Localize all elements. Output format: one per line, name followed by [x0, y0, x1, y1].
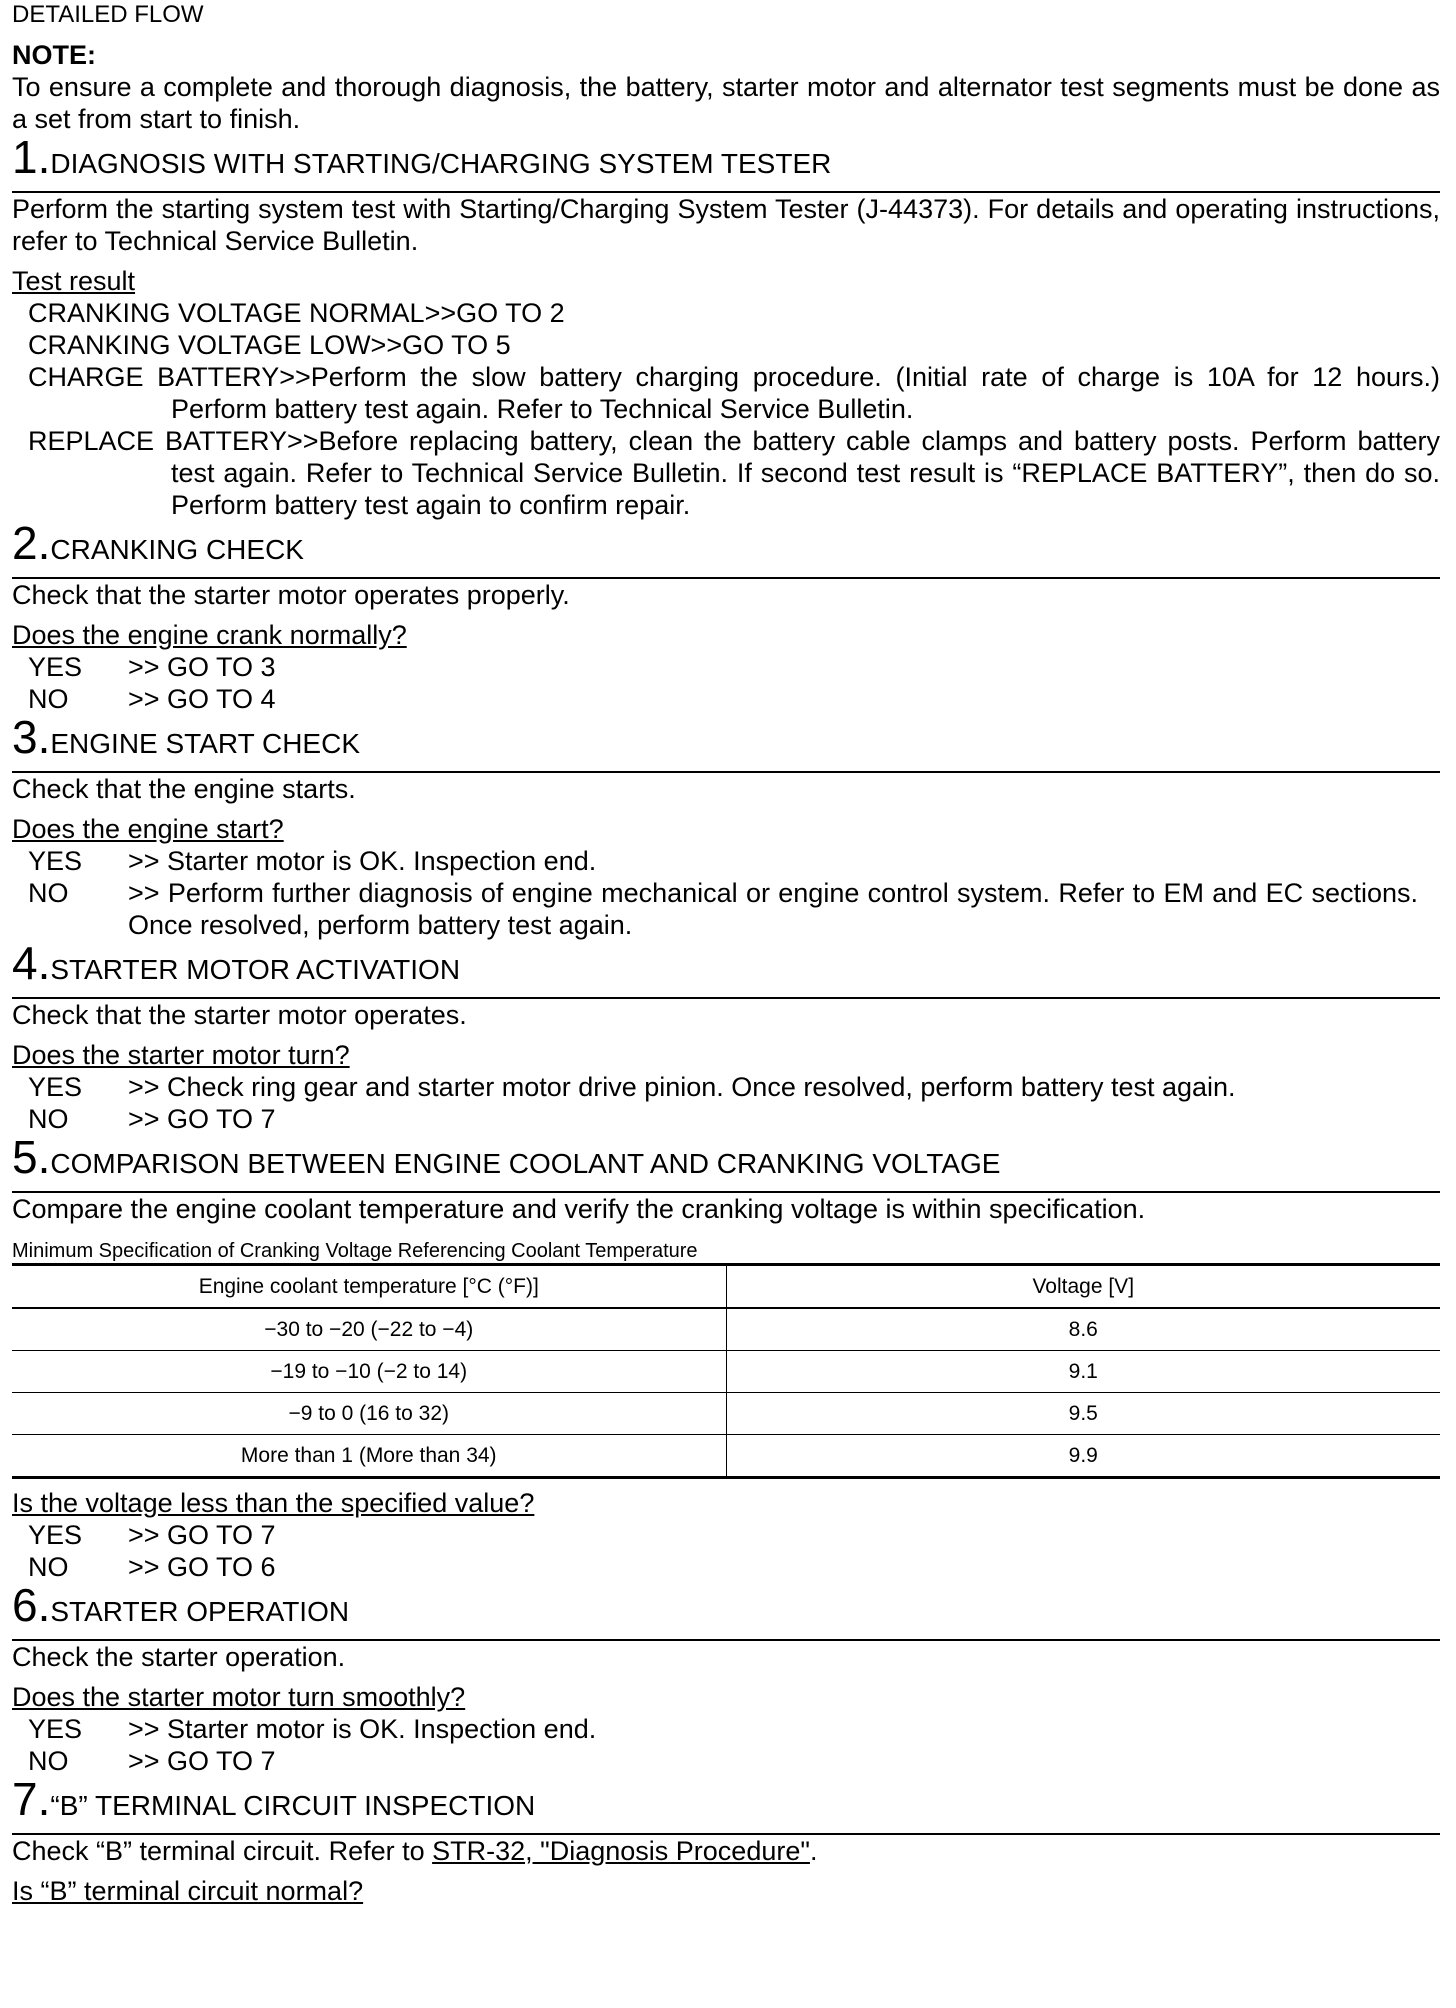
result-key: YES: [28, 1072, 83, 1102]
step-number: 4.: [12, 937, 51, 989]
result-text: >> GO TO 3: [128, 652, 276, 682]
step-heading: [12, 711, 1440, 773]
table-row: [12, 1308, 1440, 1351]
steps-container: [12, 131, 1440, 1907]
result-list: [28, 297, 1440, 521]
step-heading: [12, 1579, 1440, 1641]
step-body: Check the starter operation.: [12, 1642, 346, 1672]
step-question: Is the voltage less than the specified value?: [12, 1488, 535, 1518]
table-header-cell: Voltage [V]: [726, 1265, 1440, 1309]
step-number: 2.: [12, 517, 51, 569]
result-list: [28, 1071, 1440, 1135]
step-section: [12, 1131, 1440, 1583]
step-section: [12, 1579, 1440, 1777]
table-cell: More than 1 (More than 34): [12, 1435, 726, 1478]
step-section: [12, 711, 1440, 941]
table-row: [12, 1393, 1440, 1435]
result-item: CRANKING VOLTAGE NORMAL>>GO TO 2: [28, 298, 565, 328]
result-text: >> GO TO 7: [128, 1104, 276, 1134]
result-item: CHARGE BATTERY>>Perform the slow battery charging procedure. (Initial rate of charge is 10A for 12 hours.) Perform battery test again. Refer to Technical Service Bulletin.: [28, 362, 1440, 424]
cranking-voltage-table: [12, 1263, 1440, 1479]
table-cell: −19 to −10 (−2 to 14): [12, 1351, 726, 1393]
result-item: [28, 1519, 1440, 1551]
step-title: STARTER OPERATION: [50, 1596, 350, 1627]
step-question: Does the engine start?: [12, 814, 284, 844]
step-heading: [12, 1131, 1440, 1193]
step-body: Check that the starter motor operates.: [12, 1000, 467, 1030]
result-item: [28, 877, 1440, 941]
result-text: >> GO TO 4: [128, 684, 276, 714]
table-cell: 9.5: [726, 1393, 1440, 1435]
table-cell: 8.6: [726, 1308, 1440, 1351]
result-text: >> Perform further diagnosis of engine mechanical or engine control system. Refer to EM and EC sections. Once resolved, perform battery test again.: [128, 878, 1418, 940]
table-cell: −30 to −20 (−22 to −4): [12, 1308, 726, 1351]
result-item: CRANKING VOLTAGE LOW>>GO TO 5: [28, 330, 511, 360]
document-page: [12, 0, 1440, 1907]
table-row: [12, 1351, 1440, 1393]
step-heading: [12, 937, 1440, 999]
result-key: YES: [28, 1520, 83, 1550]
step-title: “B” TERMINAL CIRCUIT INSPECTION: [50, 1790, 536, 1821]
result-item: [28, 651, 1440, 683]
step-question: Is “B” terminal circuit normal?: [12, 1876, 364, 1906]
step-title: ENGINE START CHECK: [50, 728, 360, 759]
step-number: 6.: [12, 1579, 51, 1631]
result-key: NO: [28, 684, 69, 714]
step-title: COMPARISON BETWEEN ENGINE COOLANT AND CRANKING VOLTAGE: [50, 1148, 1001, 1179]
table-cell: 9.9: [1068, 1443, 1098, 1467]
step-number: 7.: [12, 1773, 51, 1825]
result-item: [28, 1551, 1440, 1583]
result-list: [28, 1713, 1440, 1777]
table-cell: −9 to 0 (16 to 32): [12, 1393, 726, 1435]
result-key: YES: [28, 1714, 83, 1744]
table-row: [12, 1435, 1440, 1478]
result-list: [28, 845, 1440, 941]
step-heading: [12, 1773, 1440, 1835]
step-section: [12, 1773, 1440, 1907]
table-header-cell: Engine coolant temperature [°C (°F)]: [12, 1265, 726, 1309]
result-item: REPLACE BATTERY>>Before replacing battery, clean the battery cable clamps and battery posts. Perform battery test again. Refer to Technical Service Bulletin. If second test result is “REPLACE BATTERY”, then do so. Perform battery test again to confirm repair.: [28, 426, 1440, 520]
result-item: [28, 683, 1440, 715]
step-body: Check that the engine starts.: [12, 774, 356, 804]
result-text: >> Starter motor is OK. Inspection end.: [128, 846, 597, 876]
result-item: [28, 1713, 1440, 1745]
step-heading: [12, 517, 1440, 579]
result-text: >> Starter motor is OK. Inspection end.: [128, 1714, 597, 1744]
table-header-row: [12, 1265, 1440, 1309]
result-key: NO: [28, 1552, 69, 1582]
result-key: NO: [28, 878, 69, 908]
step-question: Does the starter motor turn?: [12, 1040, 350, 1070]
result-key: YES: [28, 846, 83, 876]
result-list: [28, 651, 1440, 715]
result-key: YES: [28, 652, 83, 682]
table-caption: Minimum Specification of Cranking Voltage Referencing Coolant Temperature: [12, 1240, 698, 1262]
result-item: [28, 1103, 1440, 1135]
step-body: Perform the starting system test with Starting/Charging System Tester (J-44373). For details and operating instructions, refer to Technical Service Bulletin.: [12, 194, 1440, 256]
result-list: [28, 1519, 1440, 1583]
note-title: NOTE:: [12, 40, 96, 70]
step-number: 1.: [12, 131, 51, 183]
step-number: 3.: [12, 711, 51, 763]
result-text: >> Check ring gear and starter motor drive pinion. Once resolved, perform battery test again.: [128, 1072, 1236, 1102]
reference-link[interactable]: STR-32, "Diagnosis Procedure": [432, 1836, 810, 1866]
step-heading: [12, 131, 1440, 193]
step-title: STARTER MOTOR ACTIVATION: [50, 954, 461, 985]
table-cell: 9.1: [726, 1351, 1440, 1393]
step-body: Check that the starter motor operates properly.: [12, 580, 570, 610]
result-item: [28, 845, 1440, 877]
result-key: NO: [28, 1746, 69, 1776]
step-body: Compare the engine coolant temperature and verify the cranking voltage is within specification.: [12, 1194, 1146, 1224]
step-body-prefix: Check “B” terminal circuit. Refer to: [12, 1836, 433, 1866]
result-key: NO: [28, 1104, 69, 1134]
step-number: 5.: [12, 1131, 51, 1183]
result-item: [28, 1071, 1440, 1103]
result-text: >> GO TO 7: [128, 1746, 276, 1776]
result-text: >> GO TO 7: [128, 1520, 276, 1550]
step-body-suffix: .: [809, 1836, 818, 1866]
step-title: CRANKING CHECK: [50, 534, 304, 565]
result-item: [28, 1745, 1440, 1777]
step-section: [12, 517, 1440, 715]
step-section: [12, 937, 1440, 1135]
result-text: >> GO TO 6: [128, 1552, 276, 1582]
step-question: Does the starter motor turn smoothly?: [12, 1682, 466, 1712]
page-header: DETAILED FLOW: [12, 1, 204, 28]
note-text: To ensure a complete and thorough diagnosis, the battery, starter motor and alternator test segments must be done as a set from start to finish.: [12, 72, 1440, 134]
step-title: DIAGNOSIS WITH STARTING/CHARGING SYSTEM TESTER: [50, 148, 832, 179]
step-section: [12, 131, 1440, 521]
step-question: Test result: [12, 266, 136, 296]
step-question: Does the engine crank normally?: [12, 620, 407, 650]
step-body: [12, 1835, 1440, 1867]
